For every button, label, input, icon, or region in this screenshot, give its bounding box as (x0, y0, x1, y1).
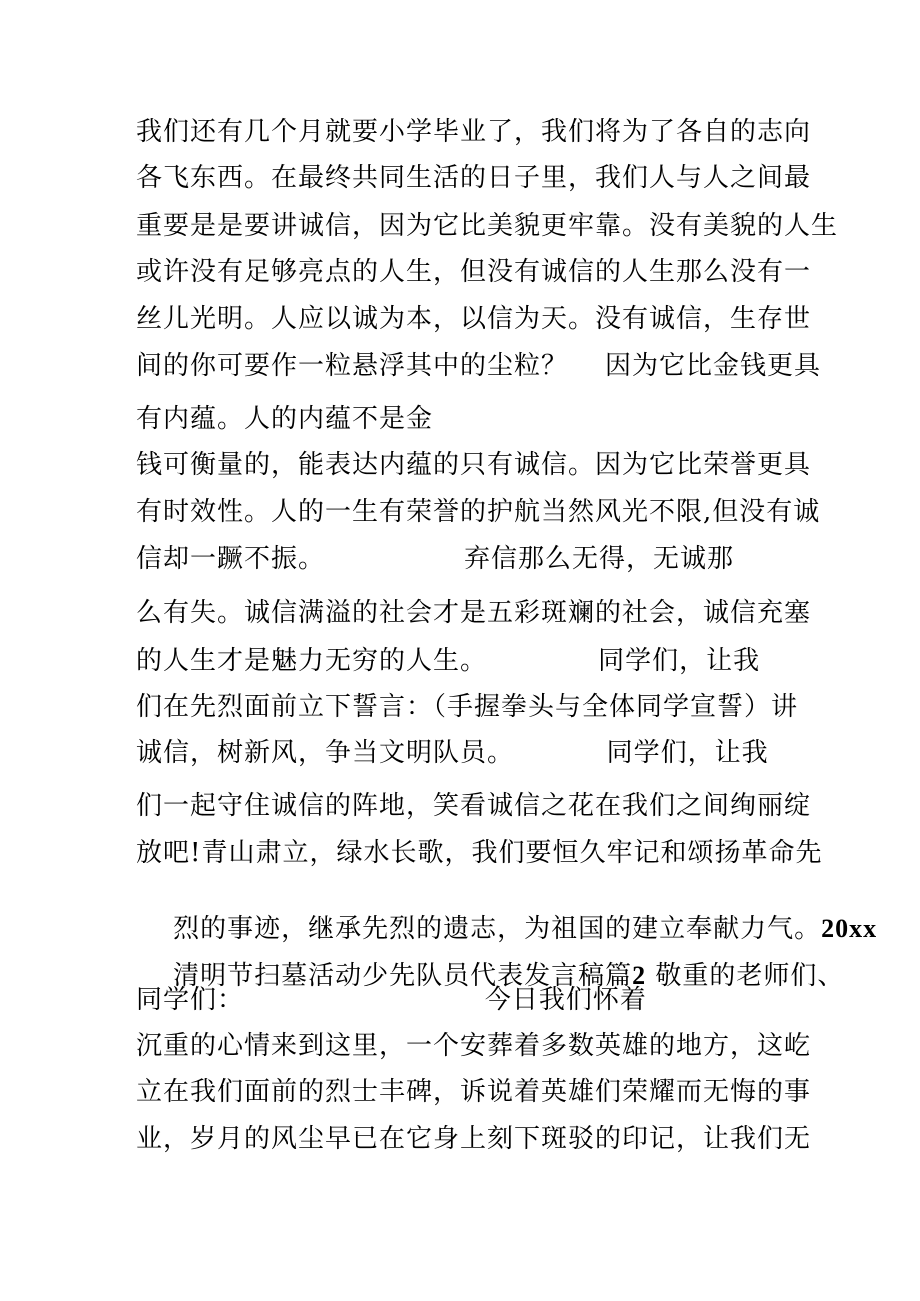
text-line: 立在我们面前的烈士丰碑，诉说着英雄们荣耀而无悔的事 (136, 1077, 812, 1107)
text-line: 同学们： 今日我们怀着 (136, 985, 647, 1015)
text-line: 放吧!青山肃立，绿水长歌，我们要恒久牢记和颂扬革命先 (136, 838, 823, 868)
text-line: 钱可衡量的，能表达内蕴的只有诚信。因为它比荣誉更具 (136, 450, 812, 480)
text-line: 的人生才是魅力无穷的人生。 同学们，让我 (136, 646, 761, 676)
text-line: 各飞东西。在最终共同生活的日子里，我们人与人之间最 (136, 163, 812, 193)
text-line: 有时效性。人的一生有荣誉的护航当然风光不限,但没有诚 (136, 497, 821, 527)
text-line: 诚信，树新风，争当文明队员。 同学们，让我 (136, 738, 769, 768)
text-line: 信却一蹶不振。 弃信那么无得，无诚那 (136, 544, 734, 574)
text-line: 丝儿光明。人应以诚为本，以信为天。没有诚信，生存世 (136, 304, 812, 334)
text-line: 有内蕴。人的内蕴不是金 (136, 404, 434, 434)
text-line: 或许没有足够亮点的人生，但没有诚信的人生那么没有一 (136, 257, 812, 287)
text-line-segment: 敬重的老师们、 (646, 961, 845, 991)
text-line: 间的你可要作一粒悬浮其中的尘粒？ 因为它比金钱更具 (136, 351, 822, 381)
text-line: 们在先烈面前立下誓言：（手握拳头与全体同学宣誓）讲 (136, 692, 799, 722)
bold-year: 20xx (821, 914, 878, 943)
bold-number: 2 (632, 961, 647, 990)
text-line: 我们还有几个月就要小学毕业了，我们将为了各自的志向 (136, 117, 812, 147)
text-line: 沉重的心情来到这里，一个安葬着多数英雄的地方，这屹 (136, 1031, 812, 1061)
text-line: 们一起守住诚信的阵地，笑看诚信之花在我们之间绚丽绽 (136, 791, 812, 821)
text-line: 业，岁月的风尘早已在它身上刻下斑驳的印记，让我们无 (136, 1124, 812, 1154)
text-line: 么有失。诚信满溢的社会才是五彩斑斓的社会，诚信充塞 (136, 598, 812, 628)
text-line-segment: 烈的事迹，继承先烈的遗志，为祖国的建立奉献力气。 (173, 914, 822, 944)
text-line: 重要是是要讲诚信，因为它比美貌更牢靠。没有美貌的人生 (136, 211, 839, 241)
text-line-segment: 清明节扫墓活动少先队员代表发言稿篇 (173, 961, 633, 991)
